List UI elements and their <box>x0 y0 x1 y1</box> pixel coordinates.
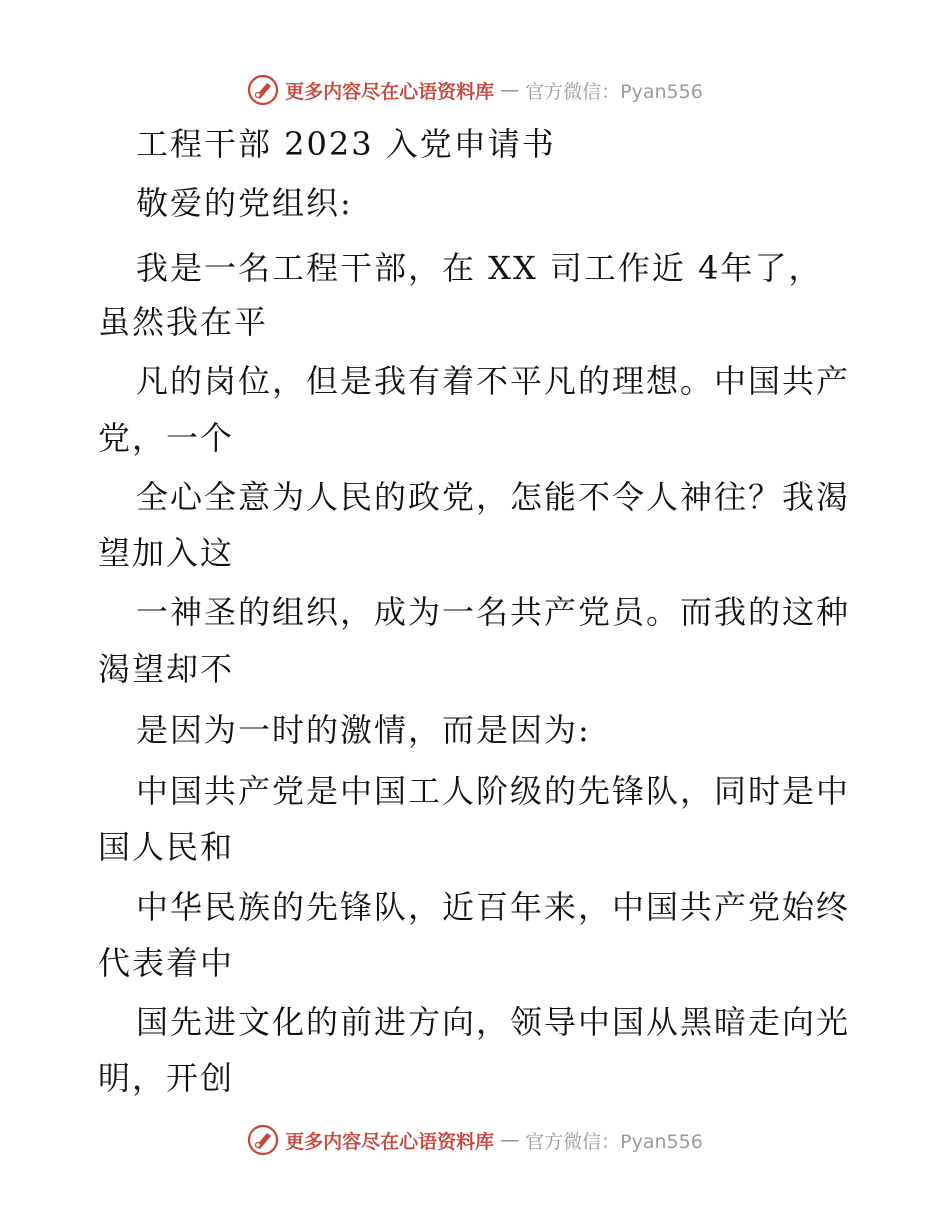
header-watermark-banner <box>0 70 950 110</box>
paragraph-line: 一神圣的组织，成为一名共产党员。而我的这种 <box>136 593 851 631</box>
paragraph-line: 虽然我在平 <box>98 303 269 341</box>
footer-banner-wechat: 官方微信：Pyan556 <box>525 1130 703 1153</box>
paragraph-line: 代表着中 <box>98 944 235 982</box>
footer-banner-text: 更多内容尽在心语资料库 <box>285 1130 495 1153</box>
paragraph-line: 国人民和 <box>98 828 235 866</box>
paragraph-line: 我是一名工程干部，在 XX 司工作近 4年了， <box>136 249 823 287</box>
paragraph-line: 是因为一时的激情，而是因为: <box>136 711 591 749</box>
paragraph-line: 望加入这 <box>98 534 235 572</box>
header-banner-separator: — <box>500 79 520 101</box>
paragraph-line: 渴望却不 <box>98 650 235 688</box>
brand-logo-icon <box>247 1124 279 1156</box>
header-banner-wechat: 官方微信：Pyan556 <box>525 80 703 103</box>
document-title: 工程干部 2023 入党申请书 <box>136 125 556 163</box>
paragraph-line: 全心全意为人民的政党，怎能不令人神往？我渴 <box>136 478 851 516</box>
footer-banner-separator: — <box>500 1129 520 1151</box>
paragraph-line: 明，开创 <box>98 1059 235 1097</box>
paragraph-line: 中华民族的先锋队，近百年来，中国共产党始终 <box>136 888 851 926</box>
footer-watermark-banner <box>0 1120 950 1160</box>
brand-logo-icon <box>247 74 279 106</box>
header-banner-text: 更多内容尽在心语资料库 <box>285 80 495 103</box>
paragraph-line: 中国共产党是中国工人阶级的先锋队，同时是中 <box>136 772 851 810</box>
paragraph-line: 国先进文化的前进方向，领导中国从黑暗走向光 <box>136 1003 851 1041</box>
paragraph-line: 凡的岗位，但是我有着不平凡的理想。中国共产 <box>136 362 851 400</box>
paragraph-line: 党，一个 <box>98 419 235 457</box>
salutation: 敬爱的党组织: <box>136 184 353 222</box>
